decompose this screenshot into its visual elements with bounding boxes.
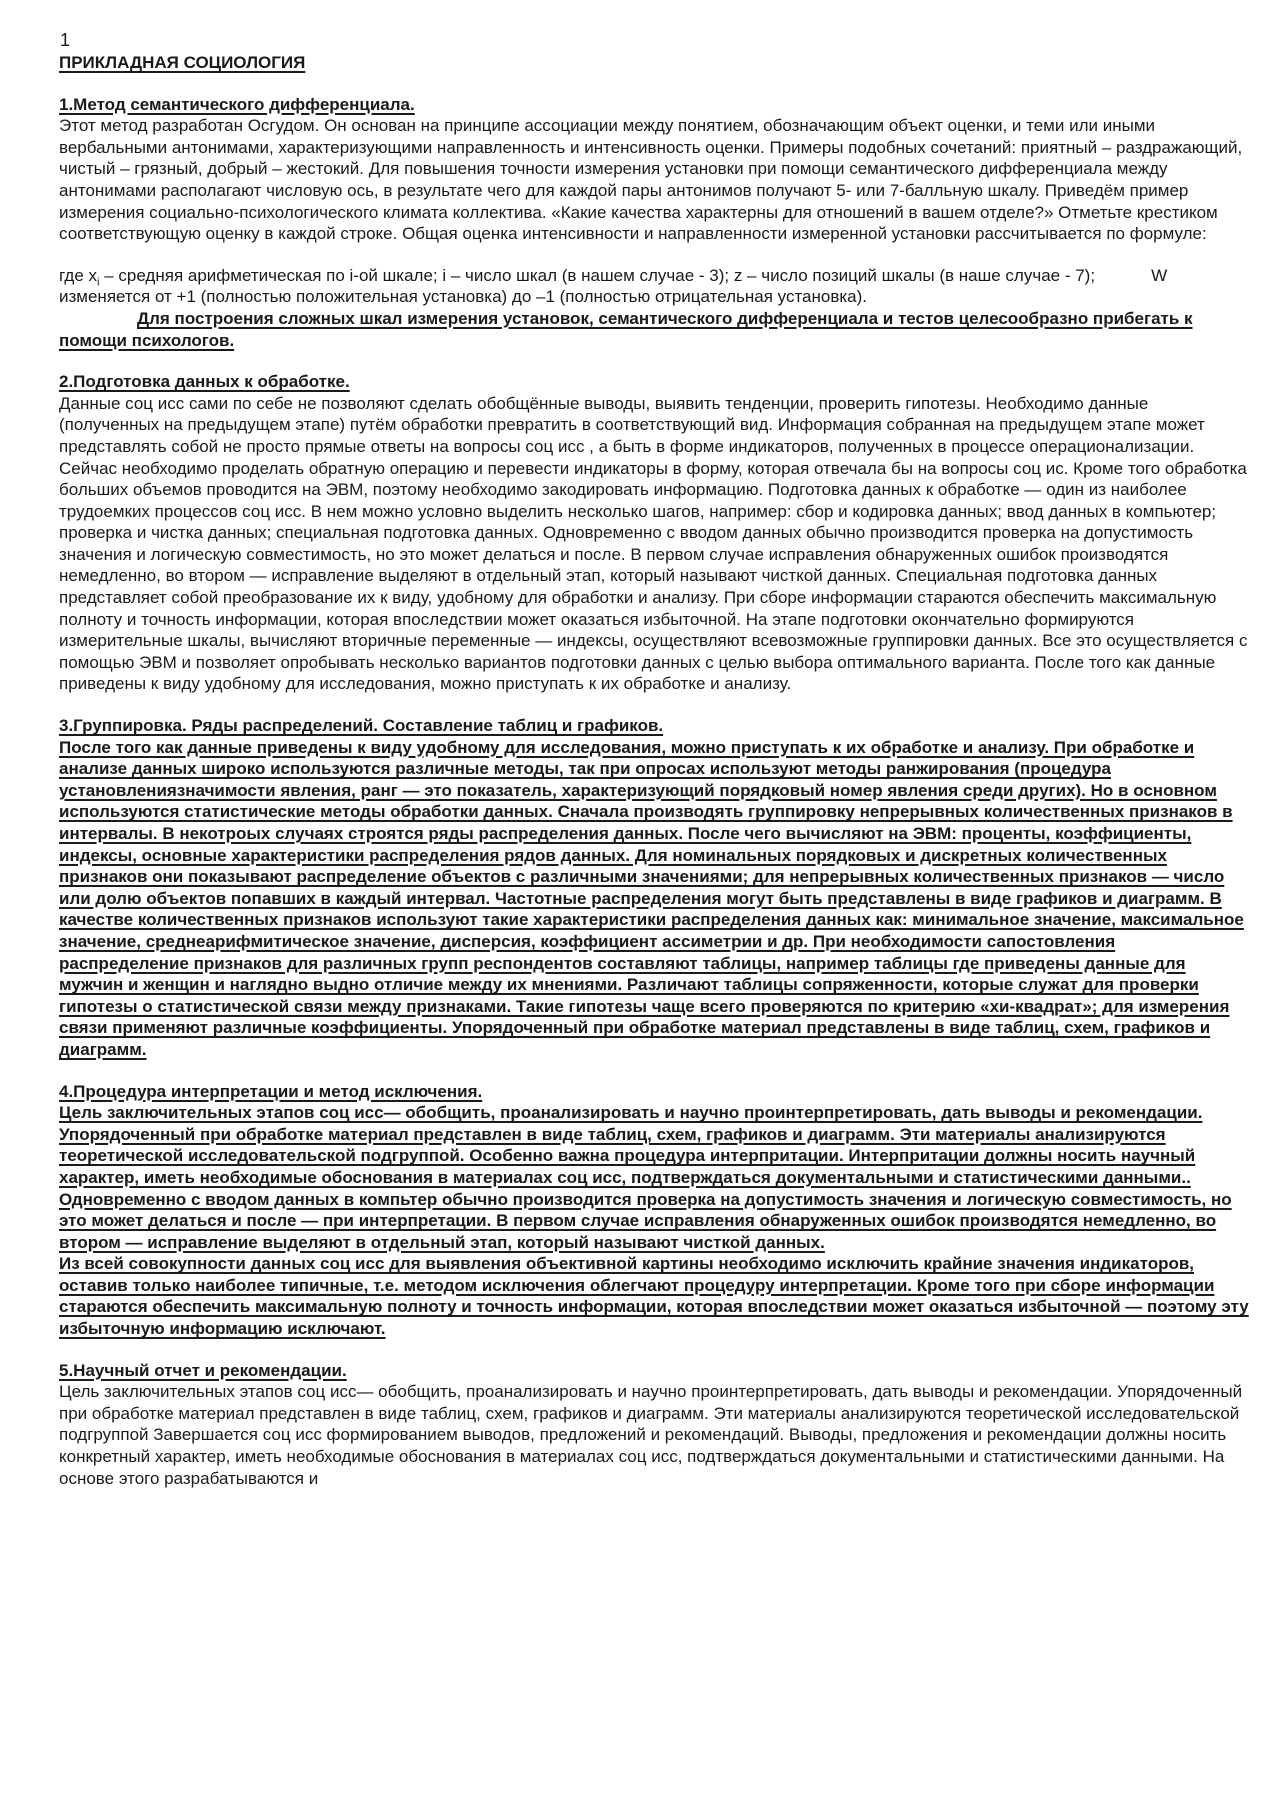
formula-range: W изменяется от +1 (полностью положительная установка) до –1 (полностью отрицательная установка). — [59, 265, 1168, 307]
section-2-body: Данные соц исс сами по себе не позволяют сделать обобщённые выводы, выявить тенденции, проверить гипотезы. Необходимо данные (полученных на предыдущем этапе) путём обработки превратить в соответствующий вид. Информация собранная на предыдущем этапе может представлять собой не просто прямые ответы на вопросы соц исс , а быть в форме индикаторов, полученных в процессе операционализации. Сейчас необходимо проделать обратную операцию и перевести индикаторы в форму, которая отвечала бы на вопросы соц ис. Кроме того обработка больших объемов проводится на ЭВМ, поэтому необходимо закодировать информацию. Подготовка данных к обработке — один из наиболее трудоемких процессов соц исс. В нем можно условно выделить несколько шагов, например: сбор и кодировка данных; ввод данных в компьютер; проверка и чистка данных; специальная подготовка данных. Одновременно с вводом данных обычно производится проверка на допустимость значения и логическую совместимость, но это может делаться и после. В первом случае исправления обнаруженных ошибок производятся немедленно, во втором — исправление выделяют в отдельный этап, который называют чисткой данных. Специальная подготовка данных представляет собой преобразование их к виду, удобному для обработки и анализу. При сборе информации стараются обеспечить максимальную полноту и точность информации, которая впоследствии может оказаться избыточной. На этапе подготовки окончательно формируются измерительные шкалы, вычисляют вторичные переменные — индексы, осуществляют всевозможные группировки данных. Все это осуществляется с помощью ЭВМ и позволяет опробывать несколько вариантов подготовки данных с целью выбора оптимального варианта. После того как данные приведены к виду удобному для исследования, можно приступать к их обработке и анализу. — [59, 393, 1248, 694]
formula-legend-start: где x — [59, 265, 98, 285]
formula-subscript: i — [97, 276, 100, 289]
section-5-heading: 5.Научный отчет и рекомендации. — [59, 1360, 347, 1380]
section-3-heading: 3.Группировка. Ряды распределений. Составление таблиц и графиков. — [59, 716, 664, 736]
section-4-heading: 4.Процедура интерпретации и метод исключения. — [59, 1081, 483, 1101]
document-title: ПРИКЛАДНАЯ СОЦИОЛОГИЯ — [59, 53, 306, 72]
section-1-note — [59, 308, 1249, 351]
formula-legend-rest: – средняя арифметическая по i-ой шкале; i – число шкал (в нашем случае - 3); z – число позиций шкалы (в наше случае - 7); — [99, 265, 1096, 285]
section-5-body: Цель заключительных этапов соц исс— обобщить, проанализировать и научно проинтерпретировать, дать выводы и рекомендации. Упорядоченный при обработке материал представлен в виде таблиц, схем, графиков и диаграмм. Эти материалы анализируются теоретической исследовательской подгруппой Завершается соц исс формированием выводов, предложений и рекомендаций. Выводы, предложения и рекомендации должны носить конкретный характер, иметь необходимые обоснования в материалах соц исс, подтверждаться документальными и статистическими данными. На основе этого разрабатываются и — [59, 1382, 1243, 1488]
formula-placeholder — [59, 245, 1249, 265]
section-1-body: Этот метод разработан Осгудом. Он основан на принципе ассоциации между понятием, обозначающим объект оценки, и теми или иными вербальными антонимами, характеризующими направленность и интенсивность оценки. Примеры подобных сочетаний: приятный – раздражающий, чистый – грязный, добрый – жестокий. Для повышения точности измерения установки при помощи семантического дифференциала между антонимами располагают числовую ось, в результате чего для каждой пары антонимов получают 5- или 7-балльную шкалу. Приведём пример измерения социально-психологического климата коллектива. «Какие качества характерны для отношений в вашем отделе?» Отметьте крестиком соответствующую оценку в каждой строке. Общая оценка интенсивности и направленности измеренной установки рассчитывается по формуле: — [59, 116, 1243, 244]
spacer — [59, 695, 1249, 715]
section-3-body: После того как данные приведены к виду удобному для исследования, можно приступать к их обработке и анализу. При обработке и анализе данных широко используются различные методы, так при опросах используют методы ранжирования (процедура установлениязначимости явления, ранг — это показатель, характеризующий порядковый номер явления среди других). Но в основном используются статистические методы обработки данных. Сначала производять группировку непрерывных количественных признаков в интервалы. В некотроых случаях строятся ряды распределения данных. После чего вычисляют на ЭВМ: проценты, коэффициенты, индексы, основные характеристики распределения рядов данных. Для номинальных порядковых и дискретных количественных признаков они показывают распределение объектов с различными значениями; для непрерывных количественных признаков — число или долю объектов попавших в каждый интервал. Частотные распределения могут быть представлены в виде графиков и диаграмм. В качестве количественных признаков используют такие характеристики распределения данных как: минимальное значение, максимальное значение, среднеарифмитическое значение, дисперсия, коэффициент ассиметрии и др. При необходимости сапостовления распределение признаков для различных групп респондентов составляют таблицы, например таблицы где приведены данные для мужчин и женщин и наглядно выдно отличие между их мнениями. Различают таблицы сопряженности, которые служат для проверки гипотезы о статистической связи между признаками. Такие гипотезы чаще всего проверяются по критерию «хи-квадрат»; для измерения связи применяют различные коэффициенты. Упорядоченный при обработке материал представлены в виде таблиц, схем, графиков и диаграмм. — [59, 737, 1244, 1059]
section-2-heading: 2.Подготовка данных к обработке. — [59, 372, 350, 392]
spacer — [59, 74, 1249, 94]
page-number: 1 — [60, 30, 71, 50]
page-content — [59, 28, 1249, 1489]
section-4-body-2: Из всей совокупности данных соц исс для выявления объективной картины необходимо исключить крайние значения индикаторов, оставив только наиболее типичные, т.е. методом исключения облегчают процедуру интерпретации. Кроме того при сборе информации стараются обеспечить максимальную полноту и точность информации, которая впоследствии может оказаться избыточной — поэтому эту избыточную информацию исключают. — [59, 1254, 1249, 1339]
spacer — [59, 1340, 1249, 1360]
section-4-body-1: Цель заключительных этапов соц исс— обобщить, проанализировать и научно проинтерпретировать, дать выводы и рекомендации. Упорядоченный при обработке материал представлен в виде таблиц, схем, графиков и диаграмм. Эти материалы анализируются теоретической исследовательской подгруппой. Особенно важна процедура интерпритации. Интерпритации должны носить научный характер, иметь необходимые обоснования в материалах соц исс, подтверждаться документальными и статистическими данными.. Одновременно с вводом данных в компьтер обычно производится проверка на допустимость значения и логическую совместимость, но это может делаться и после — при интерпретации. В первом случае исправления обнаруженных ошибок производятся немедленно, во втором — исправление выделяют в отдельный этап, который называют чисткой данных. — [59, 1103, 1232, 1252]
formula-legend — [59, 265, 1249, 308]
section-1-bold-note: Для построения сложных шкал измерения установок, семантического дифференциала и тестов целесообразно прибегать к помощи психологов. — [59, 308, 1193, 350]
spacer — [59, 1061, 1249, 1081]
spacer — [59, 351, 1249, 371]
section-1-heading: 1.Метод семантического дифференциала. — [59, 94, 415, 114]
